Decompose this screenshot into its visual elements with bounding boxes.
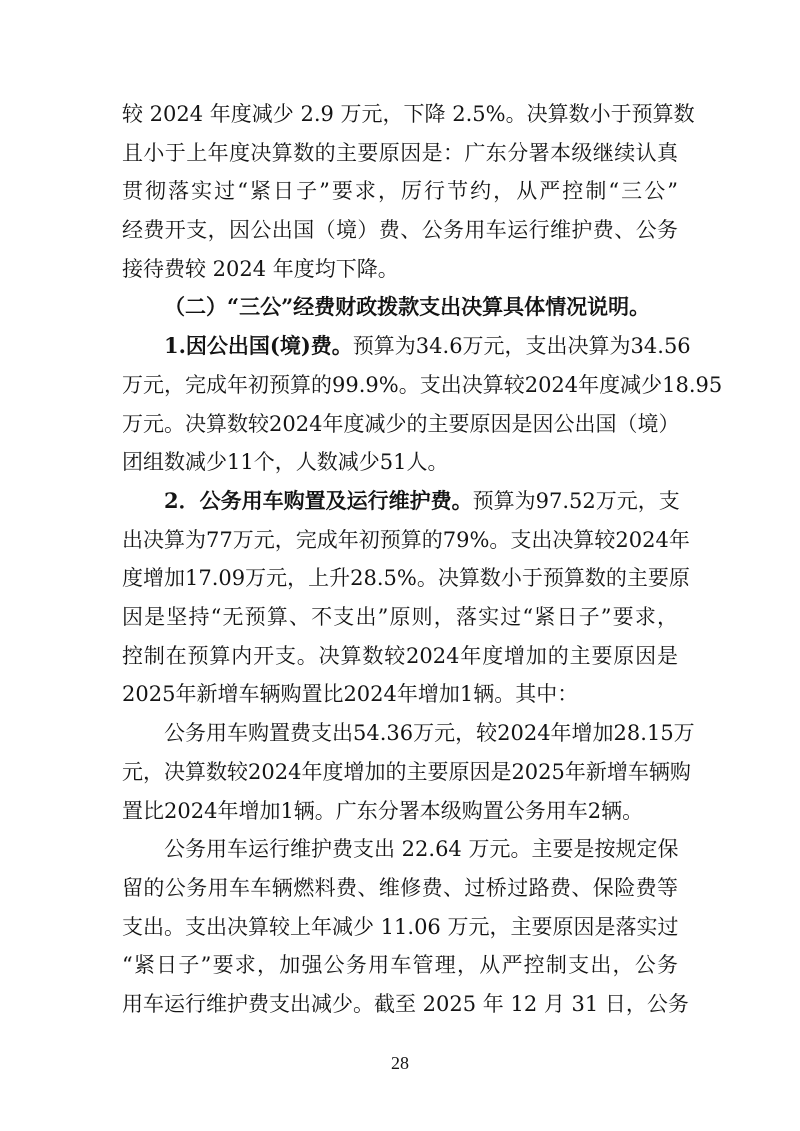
- paragraph-1-line-3: 贯彻落实过“紧日子”要求，厉行节约，从严控制“三公”: [122, 179, 678, 203]
- item-1-title: 1.因公出国(境)费。: [164, 333, 353, 358]
- paragraph-1-line-5: 接待费较 2024 年度均下降。: [122, 257, 399, 281]
- item-2-first-line-text: 预算为97.52万元，支: [472, 489, 680, 513]
- item-2-line-2: 出决算为77万元，完成年初预算的79%。支出决算较2024年: [122, 528, 690, 552]
- item-2-title: 2．公务用车购置及运行维护费。: [164, 488, 473, 513]
- maintenance-paragraph-line-5: 用车运行维护费支出减少。截至 2025 年 12 月 31 日，公务: [122, 992, 689, 1016]
- maintenance-paragraph-line-3: 支出。支出决算较上年减少 11.06 万元，主要原因是落实过: [122, 915, 679, 939]
- purchase-paragraph-line-1: 公务用车购置费支出54.36万元，较2024年增加28.15万: [164, 721, 695, 745]
- item-1-line-2: 万元，完成年初预算的99.9%。支出决算较2024年度减少18.95: [122, 373, 723, 397]
- item-2-line-4: 因是坚持“无预算、不支出”原则，落实过“紧日子”要求，: [122, 605, 678, 629]
- maintenance-paragraph-line-4: “紧日子”要求，加强公务用车管理，从严控制支出，公务: [122, 953, 678, 977]
- item-1-line-3: 万元。决算数较2024年度减少的主要原因是因公出国（境）: [122, 412, 680, 436]
- purchase-paragraph-line-3: 置比2024年增加1辆。广东分署本级购置公务用车2辆。: [122, 799, 644, 823]
- item-2-line-3: 度增加17.09万元，上升28.5%。决算数小于预算数的主要原: [122, 566, 690, 590]
- item-1-first-line-text: 预算为34.6万元，支出决算为34.56: [352, 334, 691, 358]
- maintenance-paragraph-line-2: 留的公务用车车辆燃料费、维修费、过桥过路费、保险费等: [122, 876, 678, 900]
- item-2-line-6: 2025年新增车辆购置比2024年增加1辆。其中：: [122, 682, 579, 706]
- purchase-paragraph-line-2: 元，决算数较2024年度增加的主要原因是2025年新增车辆购: [122, 760, 691, 784]
- paragraph-1-line-4: 经费开支，因公出国（境）费、公务用车运行维护费、公务: [122, 218, 678, 242]
- item-2-line-5: 控制在预算内开支。决算数较2024年度增加的主要原因是: [122, 644, 678, 668]
- item-2-first-line: [164, 487, 678, 515]
- section-heading: （二）“三公”经费财政拨款支出决算具体情况说明。: [164, 294, 651, 319]
- maintenance-paragraph-line-1: 公务用车运行维护费支出 22.64 万元。主要是按规定保: [164, 837, 679, 861]
- paragraph-1-line-1: 较 2024 年度减少 2.9 万元，下降 2.5%。决算数小于预算数: [122, 102, 695, 126]
- item-1-line-4: 团组数减少11个，人数减少51人。: [122, 450, 449, 474]
- item-1-first-line: [164, 332, 691, 360]
- paragraph-1-line-2: 且小于上年度决算数的主要原因是：广东分署本级继续认真: [122, 141, 678, 165]
- page-number: 28: [391, 1053, 409, 1073]
